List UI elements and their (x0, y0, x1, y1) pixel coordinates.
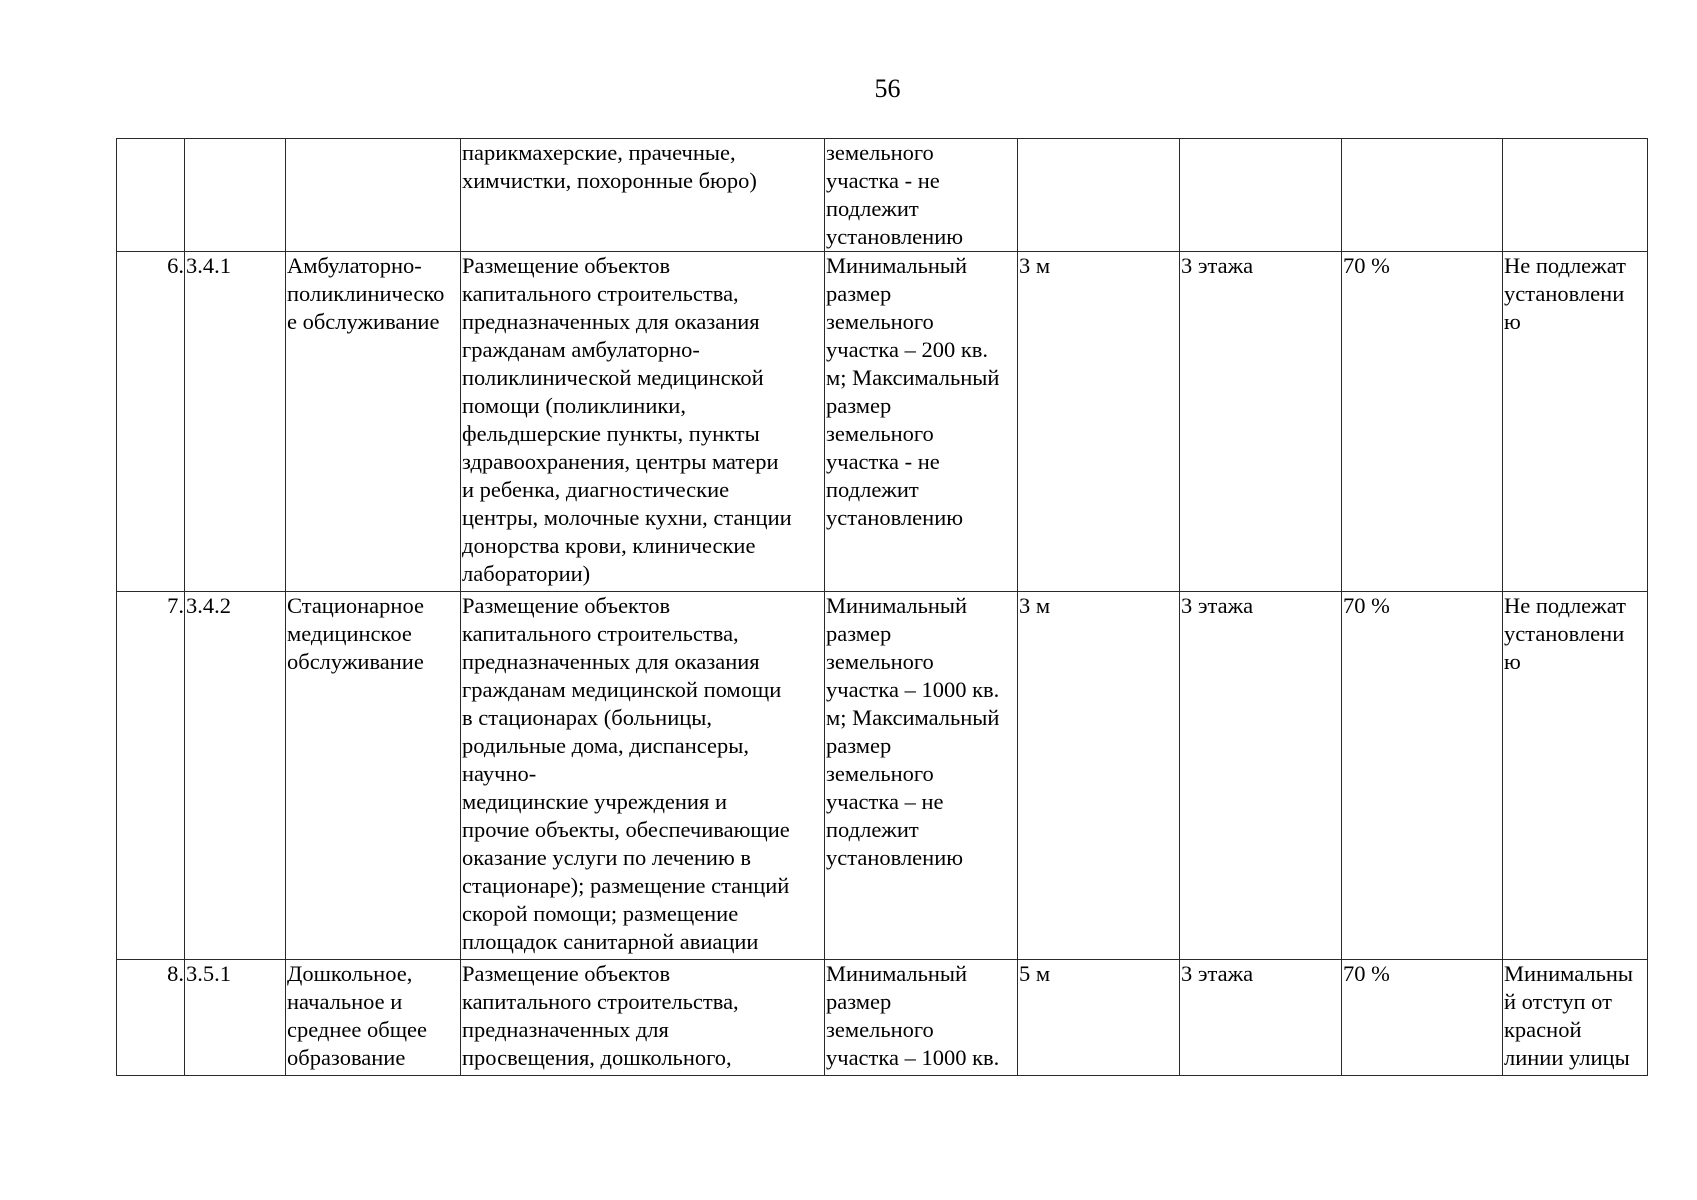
text-line: подлежит (826, 817, 919, 842)
text-line: гражданам амбулаторно- (462, 337, 700, 362)
text-line: научно- (462, 761, 537, 786)
text-line: Не подлежат (1504, 593, 1626, 618)
text-line: и ребенка, диагностические (462, 477, 730, 502)
cell-number: 6. (117, 252, 185, 592)
text-line: парикмахерские, прачечные, (462, 140, 736, 165)
cell-coverage: 70 % (1342, 960, 1503, 1076)
cell-number: 7. (117, 592, 185, 960)
text-line: капитального строительства, (462, 621, 739, 646)
cell-code: 3.5.1 (185, 960, 286, 1076)
cell-name (286, 139, 461, 252)
text-line: размер (826, 393, 892, 418)
table-row (117, 592, 1648, 960)
cell-setback: 3 м (1018, 592, 1180, 960)
cell-setback: 5 м (1018, 960, 1180, 1076)
cell-description (461, 252, 825, 592)
cell-code: 3.4.2 (185, 592, 286, 960)
cell-plot-size (825, 960, 1018, 1076)
text-line: родильные дома, диспансеры, (462, 733, 749, 758)
text-line: земельного (826, 309, 934, 334)
text-line: поликлинической медицинской (462, 365, 764, 390)
text-line: помощи (поликлиники, (462, 393, 686, 418)
cell-floors: 3 этажа (1180, 960, 1342, 1076)
text-line: участка – 1000 кв. (826, 677, 1000, 702)
text-line: размер (826, 281, 892, 306)
text-line: участка - не (826, 168, 940, 193)
cell-coverage: 70 % (1342, 592, 1503, 960)
cell-floors: 3 этажа (1180, 592, 1342, 960)
text-line: м; Максимальный (826, 365, 1000, 390)
text-line: участка – 1000 кв. (826, 1045, 1000, 1070)
text-line: в стационарах (больницы, (462, 705, 713, 730)
text-line: оказание услуги по лечению в (462, 845, 752, 870)
cell-description (461, 592, 825, 960)
cell-name (286, 960, 461, 1076)
cell-code: 3.4.1 (185, 252, 286, 592)
text-line: медицинское (287, 621, 412, 646)
text-line: земельного (826, 421, 934, 446)
cell-coverage (1342, 139, 1503, 252)
cell-plot-size (825, 139, 1018, 252)
text-line: начальное и (287, 989, 403, 1014)
cell-floors (1180, 139, 1342, 252)
text-line: подлежит (826, 196, 919, 221)
text-line: е обслуживание (287, 309, 440, 334)
text-line: Дошкольное, (287, 961, 413, 986)
text-line: центры, молочные кухни, станции (462, 505, 792, 530)
text-line: Минимальный (826, 253, 968, 278)
text-line: й отступ от (1504, 989, 1612, 1014)
text-line: медицинские учреждения и (462, 789, 727, 814)
cell-floors: 3 этажа (1180, 252, 1342, 592)
text-line: здравоохранения, центры матери (462, 449, 779, 474)
text-line: установлению (826, 845, 964, 870)
text-line: лаборатории) (462, 561, 591, 586)
cell-description (461, 960, 825, 1076)
zoning-regulations-table (116, 138, 1648, 1076)
text-line: размер (826, 989, 892, 1014)
text-line: линии улицы (1504, 1045, 1630, 1070)
text-line: установлени (1504, 281, 1625, 306)
text-line: Размещение объектов (462, 961, 671, 986)
text-line: фельдшерские пункты, пункты (462, 421, 760, 446)
text-line: земельного (826, 1017, 934, 1042)
text-line: установлени (1504, 621, 1625, 646)
text-line: предназначенных для оказания (462, 649, 760, 674)
text-line: капитального строительства, (462, 989, 739, 1014)
text-line: установлению (826, 505, 964, 530)
text-line: Амбулаторно- (287, 253, 422, 278)
cell-setback: 3 м (1018, 252, 1180, 592)
cell-number (117, 139, 185, 252)
cell-plot-size (825, 252, 1018, 592)
text-line: прочие объекты, обеспечивающие (462, 817, 790, 842)
text-line: участка - не (826, 449, 940, 474)
cell-code (185, 139, 286, 252)
table-body (117, 139, 1648, 1076)
cell-notes (1503, 252, 1648, 592)
text-line: размер (826, 733, 892, 758)
text-line: предназначенных для (462, 1017, 669, 1042)
text-line: Стационарное (287, 593, 424, 618)
text-line: капитального строительства, (462, 281, 739, 306)
text-line: участка – 200 кв. (826, 337, 989, 362)
cell-notes (1503, 139, 1648, 252)
text-line: обслуживание (287, 649, 424, 674)
text-line: ю (1504, 309, 1521, 334)
cell-plot-size (825, 592, 1018, 960)
cell-notes (1503, 960, 1648, 1076)
text-line: Не подлежат (1504, 253, 1626, 278)
text-line: м; Максимальный (826, 705, 1000, 730)
text-line: ю (1504, 649, 1521, 674)
table-row (117, 960, 1648, 1076)
text-line: донорства крови, клинические (462, 533, 756, 558)
table-row (117, 139, 1648, 252)
text-line: Размещение объектов (462, 253, 671, 278)
text-line: подлежит (826, 477, 919, 502)
cell-name (286, 252, 461, 592)
text-line: Минимальный (826, 593, 968, 618)
text-line: земельного (826, 140, 934, 165)
text-line: размер (826, 621, 892, 646)
table-row (117, 252, 1648, 592)
cell-number: 8. (117, 960, 185, 1076)
text-line: гражданам медицинской помощи (462, 677, 782, 702)
text-line: участка – не (826, 789, 944, 814)
text-line: среднее общее (287, 1017, 428, 1042)
cell-notes (1503, 592, 1648, 960)
text-line: поликлиническо (287, 281, 445, 306)
text-line: Размещение объектов (462, 593, 671, 618)
cell-name (286, 592, 461, 960)
text-line: образование (287, 1045, 406, 1070)
text-line: Минимальны (1504, 961, 1634, 986)
text-line: площадок санитарной авиации (462, 929, 759, 954)
text-line: предназначенных для оказания (462, 309, 760, 334)
text-line: Минимальный (826, 961, 968, 986)
text-line: красной (1504, 1017, 1582, 1042)
text-line: земельного (826, 761, 934, 786)
cell-setback (1018, 139, 1180, 252)
page-number: 56 (874, 74, 901, 103)
text-line: установлению (826, 224, 964, 249)
cell-coverage: 70 % (1342, 252, 1503, 592)
text-line: химчистки, похоронные бюро) (462, 168, 757, 193)
text-line: стационаре); размещение станций (462, 873, 790, 898)
text-line: просвещения, дошкольного, (462, 1045, 732, 1070)
text-line: скорой помощи; размещение (462, 901, 739, 926)
cell-description (461, 139, 825, 252)
text-line: земельного (826, 649, 934, 674)
